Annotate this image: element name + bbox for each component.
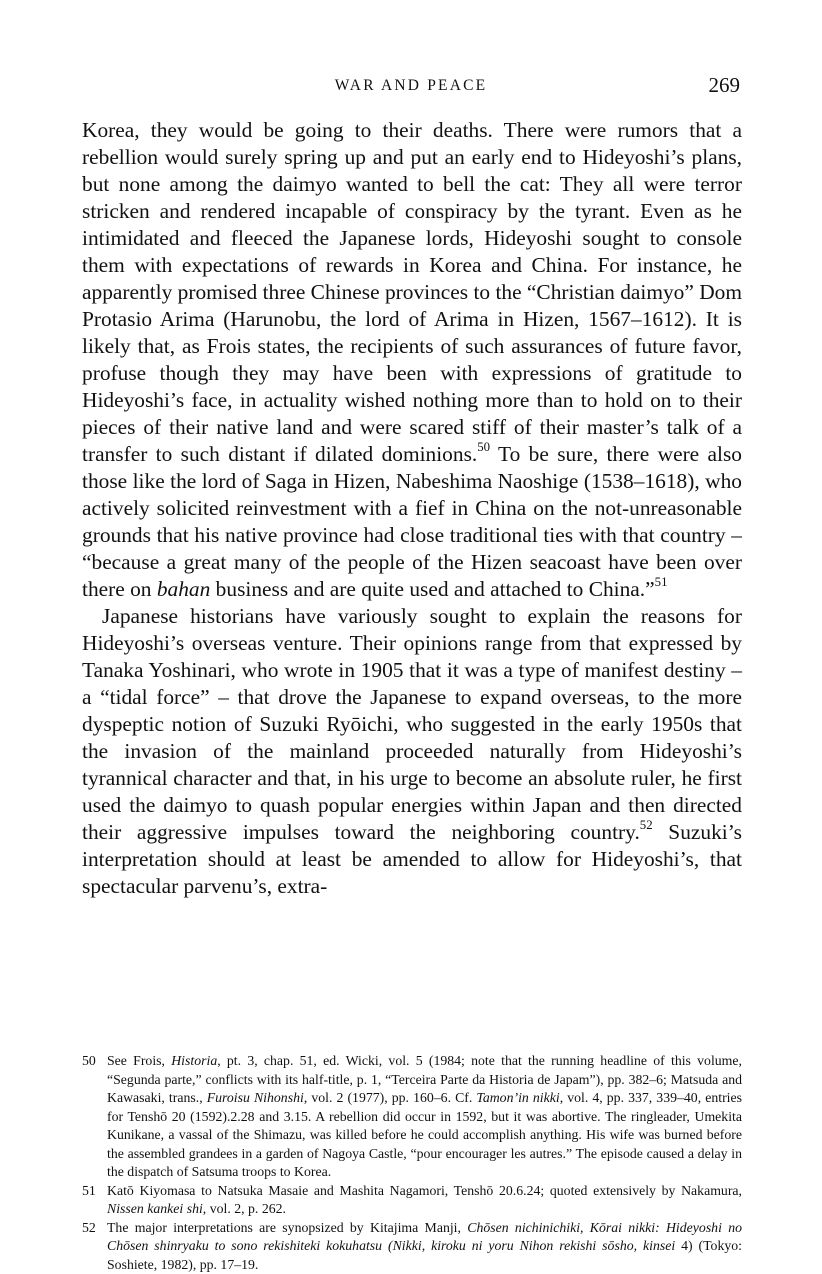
footnote-segment: , vol. 2, p. 262. [203,1201,286,1216]
footnote-50 [82,1052,742,1182]
footnote-segment: See Frois, [107,1053,171,1068]
footnote-italic: Nissen kankei shi [107,1201,203,1216]
paragraph-2 [82,603,742,900]
footnote-segment: , vol. 4, pp. 337, 339–40, entries for Tenshō 20 (1592).2.28 and 3.15. A rebellion did occur in 1592, but it was abortive. The ringleader, Umekita Kunikane, a vassal of the Shimazu, was killed before he could accomplish anything. His wife was burned before the assembled grandees in a garden of Nagoya Castle, “pour encourager les autres.” The episode caused a delay in the dispatch of Satsuma troops to Korea. [107,1090,742,1179]
footnote-text [107,1182,742,1219]
paragraph-text: Korea, they would be going to their deaths. There were rumors that a rebellion would surely spring up and put an early end to Hideyoshi’s plans, but none among the daimyo wanted to bell the cat: They all were terror stricken and rendered incapable of conspiracy by the tyrant. Even as he intimidated and fleeced the Japanese lords, Hideyoshi sought to console them with expectations of rewards in Korea and China. For instance, he apparently promised three Chinese provinces to the “Christian daimyo” Dom Protasio Arima (Harunobu, the lord of Arima in Hizen, 1567–1612). It is likely that, as Frois states, the recipients of such assurances of future favor, profuse though they may have been with expressions of gratitude to Hideyoshi’s face, in actuality wished nothing more than to hold on to their pieces of their native land and were scared stiff of their master’s talk of a transfer to such distant if dilated dominions. [82,118,742,466]
footnote-segment: , pt. 3, chap. 51, ed. Wicki, vol. 5 (1984; note that the running headline of this volume, “Segunda parte,” conflicts with its half-title, p. 1, “Terceira Parte da Historia de Japam”), pp. 382–6; Matsuda and Kawasaki, trans., [107,1053,742,1105]
footnotes [82,1052,742,1274]
footnote-number: 51 [82,1182,107,1219]
italic-term: bahan [157,577,210,601]
footnote-ref-51: 51 [655,575,668,589]
footnote-segment: 4) (Tokyo: Soshiete, 1982), pp. 17–19. [107,1238,742,1272]
footnote-italic: Chōsen nichinichiki, Kōrai nikki: Hideyoshi no Chōsen shinryaku to sono rekishiteki kokuhatsu (Nikki, kiroku ni yoru Nihon rekishi sōsho, kinsei [107,1220,742,1254]
footnote-52 [82,1219,742,1274]
footnote-segment: The major interpretations are synopsized by Kitajima Manji, [107,1220,467,1235]
footnote-italic: Furoisu Nihonshi [207,1090,304,1105]
footnote-number: 50 [82,1052,107,1182]
footnote-italic: Tamon’in nikki [476,1090,559,1105]
footnote-text [107,1052,742,1182]
page-number: 269 [709,72,741,98]
running-head [82,74,740,98]
footnote-text [107,1219,742,1274]
paragraph-text: To be sure, there were also those like the lord of Saga in Hizen, Nabeshima Naoshige (1538–1618), who actively solicited reinvestment with a fief in China on the not-unreasonable grounds that his native province had close traditional ties with that country – “because a great many of the people of the Hizen seacoast have been over there on [82,442,742,601]
paragraph-text: business and are quite used and attached to China.” [210,577,654,601]
footnote-segment: , vol. 2 (1977), pp. 160–6. Cf. [304,1090,477,1105]
footnote-italic: Historia [171,1053,217,1068]
footnote-ref-52: 52 [640,818,653,832]
footnote-number: 52 [82,1219,107,1274]
footnote-segment: Katō Kiyomasa to Natsuka Masaie and Mashita Nagamori, Tenshō 20.6.24; quoted extensively by Nakamura, [107,1183,742,1198]
footnote-ref-50: 50 [477,440,490,454]
paragraph-text: Japanese historians have variously sought to explain the reasons for Hideyoshi’s overseas venture. Their opinions range from that expressed by Tanaka Yoshinari, who wrote in 1905 that it was a type of manifest destiny – a “tidal force” – that drove the Japanese to expand overseas, to the more dyspeptic notion of Suzuki Ryōichi, who suggested in the early 1950s that the invasion of the mainland proceeded naturally from Hideyoshi’s tyrannical character and that, in his urge to become an absolute ruler, he first used the daimyo to quash popular energies within Japan and then directed their aggressive impulses toward the neighboring country. [82,604,742,844]
body-text [82,117,742,900]
footnote-51 [82,1182,742,1219]
paragraph-text: Suzuki’s interpretation should at least be amended to allow for Hideyoshi’s, that spectacular parvenu’s, extra- [82,820,742,898]
running-title: WAR AND PEACE [82,74,740,98]
paragraph-1 [82,117,742,603]
